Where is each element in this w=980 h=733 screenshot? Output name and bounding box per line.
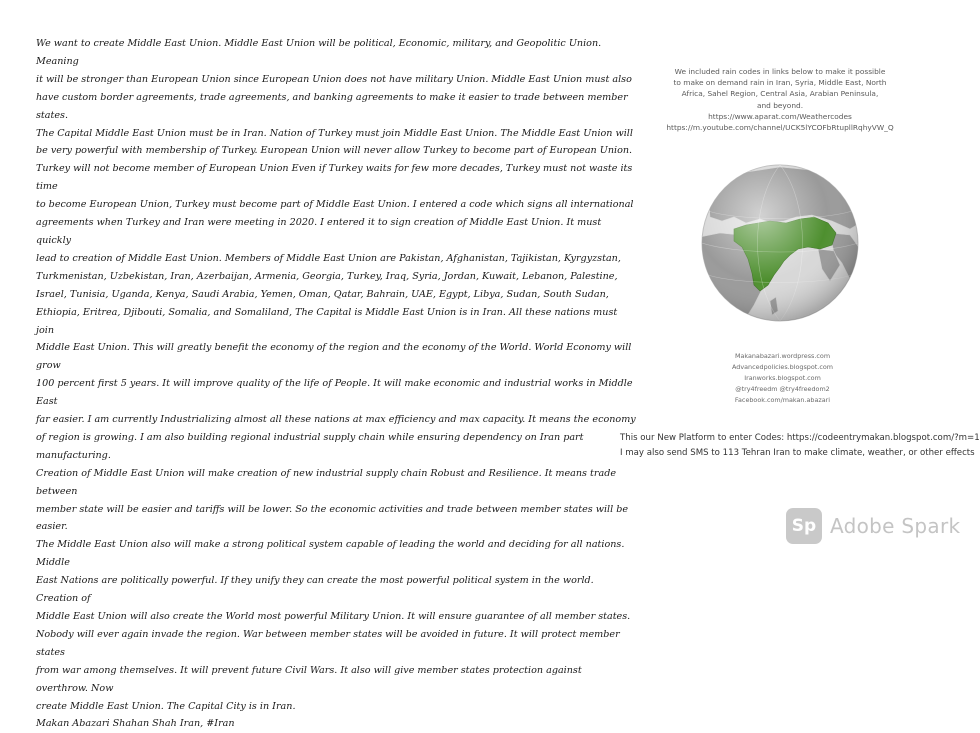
- article-line: Turkey will not become member of European Union Even if Turkey waits for few more decades, Turkey must not waste its time: [36, 163, 633, 193]
- article-line: agreements when Turkey and Iran were meeting in 2020. I entered it to sign creation of Middle East Union. It must quickly: [36, 217, 602, 246]
- article-line: have custom border agreements, trade agreements, and banking agreements to make it easier to trade between member states.: [36, 91, 628, 121]
- article-line: it will be stronger than European Union since European Union does not have military Union. Middle East Union must also: [36, 73, 632, 85]
- globe-shading: [702, 165, 858, 321]
- article-line: Turkmenistan, Uzbekistan, Iran, Azerbaijan, Armenia, Georgia, Turkey, Iraq, Syria, Jordan, Kuwait, Lebanon, Palestine,: [36, 270, 618, 282]
- globe-svg: [700, 163, 860, 323]
- article-line: of region is growing. I am also building regional industrial supply chain while ensuring dependency on Iran part manufacturing.: [36, 431, 584, 461]
- article-line: Ethiopia, Eritrea, Djibouti, Somalia, and Somaliland, The Capital is Middle East Union is in Iran. All these nations must join: [36, 306, 618, 336]
- article-line: We want to create Middle East Union. Middle East Union will be political, Economic, military, and Geopolitic Union. Meaning: [36, 38, 602, 67]
- aparat-link[interactable]: https://www.aparat.com/Weathercodes: [708, 111, 852, 121]
- brand-name: Adobe Spark: [830, 514, 961, 538]
- platform-info: [620, 431, 980, 460]
- info-line: Africa, Sahel Region, Central Asia, Arabian Peninsula,: [681, 89, 879, 99]
- article-line: Middle East Union will also create the World most powerful Military Union. It will ensure guarantee of all member states.: [36, 611, 631, 622]
- article-line: from war among themselves. It will prevent future Civil Wars. It also will give member states protection against overthrow. Now: [36, 664, 582, 694]
- article-line: lead to creation of Middle East Union. Members of Middle East Union are Pakistan, Afghanistan, Tajikistan, Kyrgyzstan,: [36, 252, 621, 264]
- facebook-link[interactable]: Facebook.com/makan.abazari: [734, 396, 831, 404]
- article-line: Middle East Union. This will greatly benefit the economy of the region and the economy of the World. World Economy will grow: [36, 342, 632, 372]
- article-line: be very powerful with membership of Turkey. European Union will never allow Turkey to become part of European Union.: [36, 145, 633, 157]
- globe-image: [700, 163, 860, 323]
- article-line: create Middle East Union. The Capital City is in Iran.: [36, 700, 296, 712]
- article-line: Creation of Middle East Union will make creation of new industrial supply chain Robust and Resilience. It means trade between: [36, 467, 617, 497]
- article-line: to become European Union, Turkey must become part of Middle East Union. I entered a code which signs all international: [36, 199, 634, 211]
- twitter-handles[interactable]: @try4freedm @try4freedom2: [735, 385, 830, 393]
- info-line: to make on demand rain in Iran, Syria, Middle East, North: [673, 78, 887, 88]
- iranworks-link[interactable]: Iranworks.blogspot.com: [744, 374, 821, 382]
- sms-line: I may also send SMS to 113 Tehran Iran to make climate, weather, or other effects: [620, 447, 975, 458]
- platform-link-line[interactable]: This our New Platform to enter Codes: https://codeentrymakan.blogspot.com/?m=1: [620, 433, 980, 443]
- blogspot-link[interactable]: Advancedpolicies.blogspot.com: [732, 363, 833, 371]
- social-links: [700, 351, 865, 406]
- rain-codes-info: [660, 66, 900, 133]
- article-text: [36, 35, 636, 733]
- info-line: We included rain codes in links below to make it possible: [674, 67, 886, 76]
- article-line: 100 percent first 5 years. It will improve quality of the life of People. It will make economic and industrial works in Middle East: [36, 378, 633, 408]
- youtube-link[interactable]: https://m.youtube.com/channel/UCK5lYCOFbRtupllRqhyVW_Q: [666, 123, 894, 133]
- wordpress-link[interactable]: Makanabazari.wordpress.com: [734, 352, 831, 360]
- article-line: Israel, Tunisia, Uganda, Kenya, Saudi Arabia, Yemen, Oman, Qatar, Bahrain, UAE, Egypt, Libya, Sudan, South Sudan,: [36, 288, 609, 300]
- info-line: and beyond.: [756, 100, 804, 110]
- article-line: far easier. I am currently Industrializing almost all these nations at max efficiency and max capacity. It means the economy: [36, 414, 636, 426]
- adobe-spark-watermark: [786, 508, 960, 544]
- article-line: Nobody will ever again invade the region. War between member states will be avoided in future. It will protect member states: [36, 628, 620, 658]
- article-line: The Middle East Union also will make a strong political system capable of leading the world and deciding for all nations. Middle: [36, 539, 625, 569]
- spark-logo-icon: Sp: [786, 508, 822, 544]
- article-line: East Nations are politically powerful. If they unify they can create the most powerful political system in the world. Creation of: [36, 575, 594, 605]
- article-line: member state will be easier and tariffs will be lower. So the economic activities and trade between member states will be easier.: [36, 503, 629, 533]
- signature-line: Makan Abazari Shahan Shah Iran, #Iran: [36, 718, 235, 730]
- article-line: The Capital Middle East Union must be in Iran. Nation of Turkey must join Middle East Union. The Middle East Union will: [36, 127, 633, 139]
